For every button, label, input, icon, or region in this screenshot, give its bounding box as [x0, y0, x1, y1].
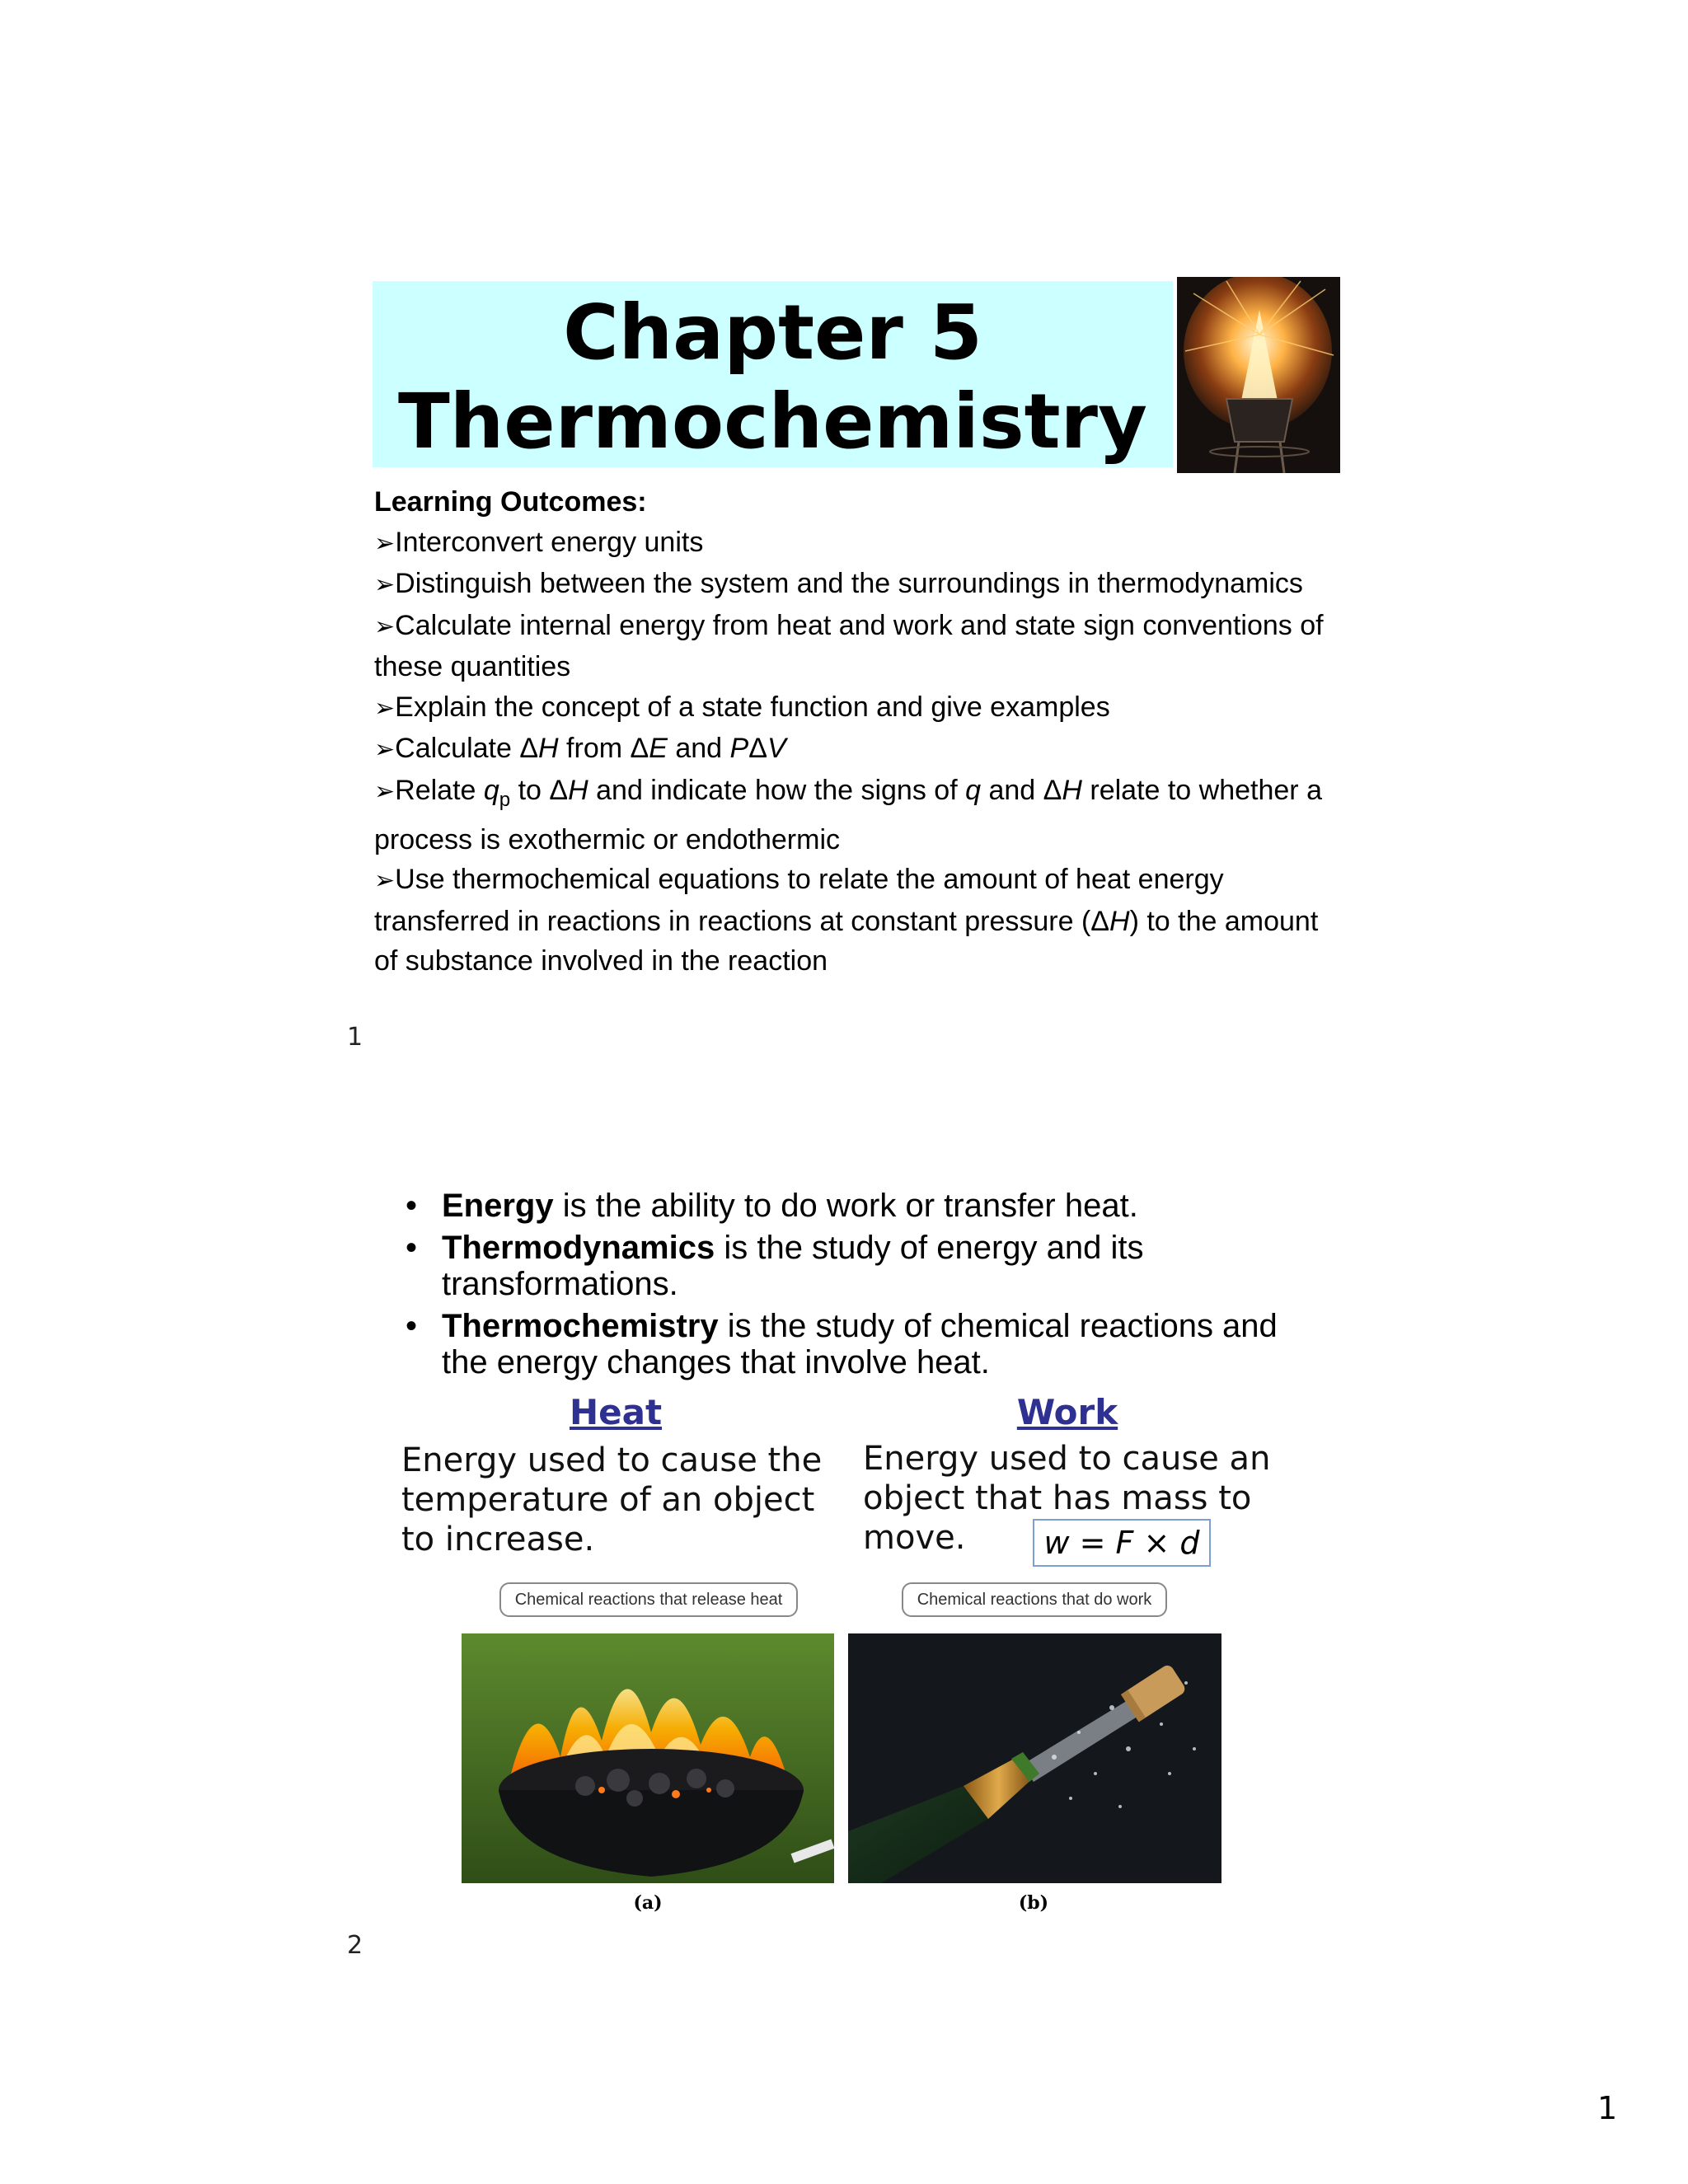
outcomes-heading: Learning Outcomes:	[374, 486, 647, 518]
definition-bullets	[401, 1188, 1291, 1386]
bullet-thermodynamics: • Thermodynamics is the study of energy and its transformations.	[406, 1230, 1144, 1302]
bullet-energy: • Energy is the ability to do work or transfer heat.	[406, 1188, 1138, 1224]
burner-flame-photo	[1177, 277, 1340, 473]
grill-fire-photo	[462, 1633, 834, 1883]
page-number: 1	[1597, 2090, 1618, 2126]
bullet-dot-icon: •	[406, 1308, 418, 1344]
slide-number: 1	[347, 1023, 363, 1052]
work-definition: Energy used to cause an object that has mass to move.	[863, 1440, 1271, 1557]
heat-definition: Energy used to cause the temperature of an object to increase.	[401, 1441, 823, 1558]
outcome-item: ➢Interconvert energy units	[374, 526, 704, 558]
outcome-item: ➢Use thermochemical equations to relate the amount of heat energy transferred in reactions in reactions at constant pressure (ΔH) to the amount of substance involved in the reaction	[374, 864, 1319, 977]
arrow-bullet-icon: ➢	[374, 529, 396, 557]
label-release-heat: Chemical reactions that release heat	[499, 1582, 798, 1617]
caption-b: (b)	[1018, 1892, 1049, 1914]
arrow-bullet-icon: ➢	[374, 867, 396, 895]
arrow-bullet-icon: ➢	[374, 694, 396, 722]
title-box	[373, 281, 1173, 467]
heat-heading: Heat	[569, 1392, 663, 1432]
bullet-thermochemistry: • Thermochemistry is the study of chemical reactions and the energy changes that involve heat.	[406, 1308, 1278, 1380]
champagne-cork-photo	[848, 1633, 1221, 1883]
caption-a: (a)	[633, 1892, 663, 1914]
outcome-item: ➢Calculate internal energy from heat and work and state sign conventions of these quantities	[374, 609, 1324, 682]
work-heading: Work	[1016, 1392, 1118, 1432]
bullet-dot-icon: •	[406, 1188, 418, 1224]
arrow-bullet-icon: ➢	[374, 736, 396, 763]
chapter-subtitle: Thermochemistry	[398, 377, 1147, 466]
bullet-dot-icon: •	[406, 1230, 418, 1266]
chapter-title: Chapter 5	[563, 288, 982, 377]
slide-number: 2	[347, 1931, 363, 1960]
outcome-item: ➢Calculate ΔH from ΔE and PΔV	[374, 733, 786, 764]
arrow-bullet-icon: ➢	[374, 777, 396, 805]
arrow-bullet-icon: ➢	[374, 612, 396, 640]
outcome-item: ➢Relate $q_p$ to ΔH and indicate how the signs of q and ΔH relate to whether a process is exothermic or endothermic	[374, 774, 1322, 855]
outcome-item: ➢Explain the concept of a state function and give examples	[374, 691, 1110, 723]
label-do-work: Chemical reactions that do work	[902, 1582, 1167, 1617]
arrow-bullet-icon: ➢	[374, 571, 396, 598]
work-formula: w = F × d	[1033, 1519, 1211, 1567]
learning-outcomes	[374, 482, 1330, 982]
outcome-item: ➢Distinguish between the system and the surroundings in thermodynamics	[374, 568, 1303, 599]
